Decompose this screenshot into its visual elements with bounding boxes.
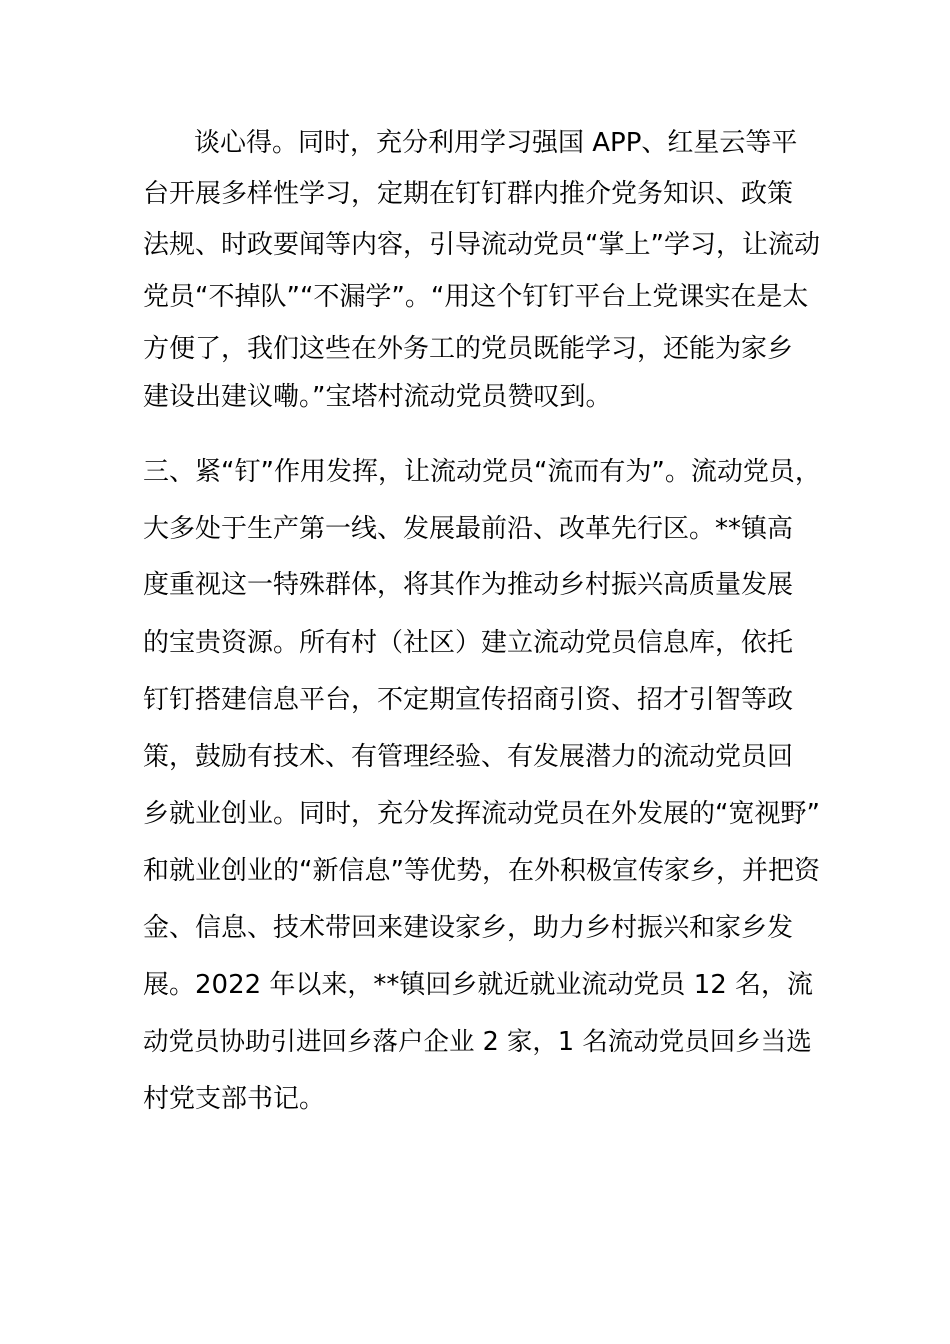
paragraph-line: 方便了，我们这些在外务工的党员既能学习，还能为家乡 <box>143 334 794 364</box>
paragraph-line: 建设出建议嘞。”宝塔村流动党员赞叹到。 <box>143 382 612 412</box>
paragraph-line: 度重视这一特殊群体，将其作为推动乡村振兴高质量发展 <box>143 570 794 600</box>
paragraph-line: 村党支部书记。 <box>143 1084 326 1114</box>
paragraph-line: 的宝贵资源。所有村（社区）建立流动党员信息库，依托 <box>143 628 794 658</box>
paragraph-line: 乡就业创业。同时，充分发挥流动党员在外发展的“宽视野” <box>143 799 820 829</box>
paragraph-line: 法规、时政要闻等内容，引导流动党员“掌上”学习，让流动 <box>143 230 820 260</box>
paragraph-line: 谈心得。同时，充分利用学习强国 APP、红星云等平 <box>194 128 798 158</box>
paragraph-line: 展。2022 年以来，**镇回乡就近就业流动党员 12 名，流 <box>143 970 814 1000</box>
paragraph-line: 金、信息、技术带回来建设家乡，助力乡村振兴和家乡发 <box>143 913 794 943</box>
paragraph-line: 和就业创业的“新信息”等优势，在外积极宣传家乡，并把资 <box>143 856 820 886</box>
paragraph-line: 党员“不掉队”“不漏学”。“用这个钉钉平台上党课实在是太 <box>143 282 809 312</box>
paragraph-line: 大多处于生产第一线、发展最前沿、改革先行区。**镇高 <box>143 514 794 544</box>
paragraph-line: 台开展多样性学习，定期在钉钉群内推介党务知识、政策 <box>143 179 794 209</box>
paragraph-line: 策，鼓励有技术、有管理经验、有发展潜力的流动党员回 <box>143 742 794 772</box>
paragraph-line: 动党员协助引进回乡落户企业 2 家，1 名流动党员回乡当选 <box>143 1027 812 1057</box>
paragraph-line: 三、紧“钉”作用发挥，让流动党员“流而有为”。流动党员， <box>143 457 821 487</box>
paragraph-line: 钉钉搭建信息平台，不定期宣传招商引资、招才引智等政 <box>143 685 794 715</box>
